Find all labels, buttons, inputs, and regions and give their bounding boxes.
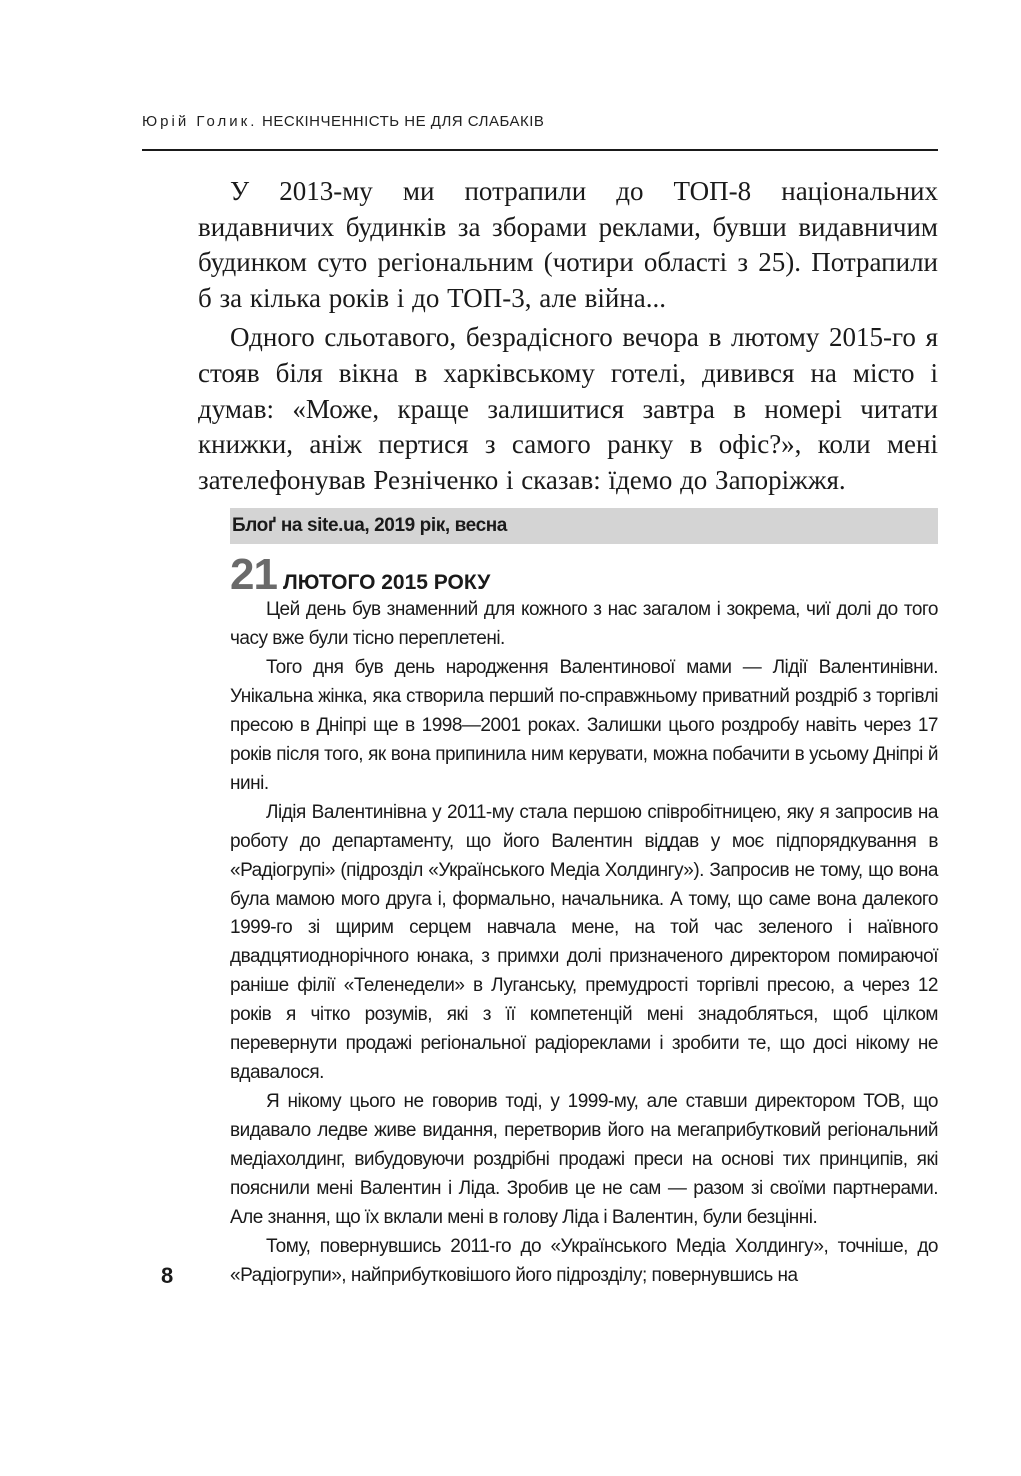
blog-paragraph: Я нікому цього не говорив тоді, у 1999-му, але ставши директором ТОВ, що видавало ледве живе видання, перетворив його на мегаприбутковий регіональний медіахолдинг, вибудовуючи роздрібні продажі преси на основі тих принципів, які пояснили мені Валентин і Ліда. Зробив це не сам — разом зі своїми партнерами. Але знання, що їх вклали мені в голову Ліда і Валентин, були безцінні. [230, 1091, 938, 1229]
blog-entry-title-rest: ЛЮТОГО 2015 РОКУ [282, 571, 491, 594]
blog-entry-title [230, 550, 490, 600]
page-number: 8 [161, 1263, 174, 1288]
running-head-book-title: НЕСКІНЧЕННІСТЬ НЕ ДЛЯ СЛАБАКІВ [262, 113, 545, 130]
intro-text [198, 174, 938, 498]
blog-paragraph: Тому, повернувшись 2011-го до «Українського Медіа Холдингу», точніше, до «Радіогрупи», найприбутковішого його підрозділу; повернувшись на [230, 1235, 938, 1286]
blog-paragraph: Лідія Валентинівна у 2011-му стала першою співробітницею, яку я запросив на роботу до департаменту, що його Валентин віддав у моє підпорядкування в «Радіогрупі» (підрозділ «Українського Медіа Холдингу»). Запросив не тому, що вона була мамою мого друга і, формально, начальника. А тому, що саме вона далекого 1999-го зі щирим серцем навчала мене, на той час зеленого і наївного двадцятиоднорічного юнака, з примхи долі призначеного директором помираючої раніше філії «Теленедели» в Луганську, премудрості торгівлі пресою, а через 12 років я чітко розумів, які з її компетенцій мені знадобляться, щоб цілком перевернути продажі регіональної радіореклами і зробити те, що досі нікому не вдавалося. [230, 801, 938, 1084]
blog-entry-title-day: 21 [230, 550, 277, 599]
blog-entry-body [230, 596, 938, 1291]
blog-source-label: Блоґ на site.ua, 2019 рік, весна [232, 515, 507, 536]
running-head-author: Юрій Голик. [142, 113, 258, 130]
blog-source-banner [230, 508, 938, 544]
blog-paragraph: Цей день був знаменний для кожного з нас загалом і зокрема, чиї долі до того часу вже були тісно переплетені. [230, 599, 938, 649]
blog-paragraph: Того дня був день народження Валентинової мами — Лідії Валентинівни. Унікальна жінка, яка створила перший по-справжньому приватний роздріб з торгівлі пресою в Дніпрі ще в 1998—2001 роках. Залишки цього роздробу навіть через 17 років після того, як вона припинила ним керувати, можна побачити в усьому Дніпрі й нині. [230, 656, 938, 794]
intro-paragraph: Одного сльотавого, безрадісного вечора в лютому 2015-го я стояв біля вікна в харківському готелі, дивився на місто і думав: «Може, краще залишитися завтра в номері читати книжки, аніж пертися з самого ранку в офіс?», коли мені зателефонував Резніченко і сказав: їдемо до Запоріжжя. [198, 322, 938, 495]
header-divider [142, 149, 938, 151]
running-head [142, 113, 937, 130]
intro-paragraph: У 2013-му ми потрапили до ТОП-8 національних видавничих будинків за зборами реклами, бувши видавничим будинком суто регіональним (чотири області з 25). Потрапили б за кілька років і до ТОП-3, але війна... [198, 176, 938, 313]
